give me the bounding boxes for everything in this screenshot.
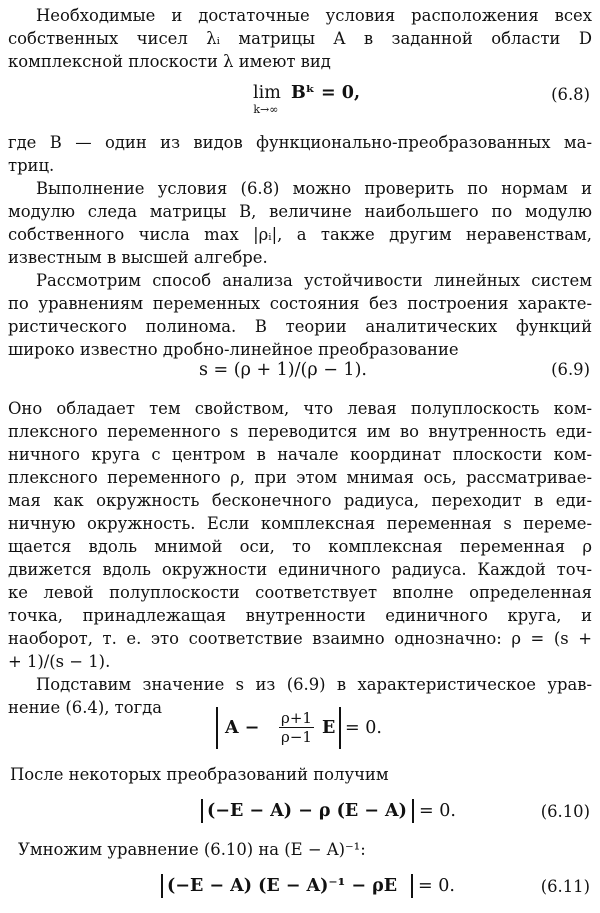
- char-eq-right: E: [322, 718, 336, 738]
- paragraph-5-line-3: ничного круга с центром в начале координат плоскости ком-: [8, 445, 592, 464]
- equation-6-11-body: (−E − A) (E − A)⁻¹ − ρE: [167, 876, 398, 896]
- paragraph-5-line-5: мая как окружность бесконечного радиуса, переходит в еди-: [8, 491, 592, 510]
- limit-operator: [253, 82, 281, 116]
- paragraph-6-line-1: Подставим значение s из (6.9) в характеристическое урав-: [36, 675, 592, 694]
- paragraph-5-line-12: + 1)/(s − 1).: [8, 652, 111, 671]
- determinant-bar-left: [216, 707, 218, 749]
- paragraph-2-line-2: триц.: [8, 156, 55, 175]
- char-eq-tail: = 0.: [345, 718, 382, 738]
- char-eq-fraction: [279, 709, 314, 746]
- equation-6-10-number: (6.10): [540, 802, 590, 821]
- paragraph-6-line-2: нение (6.4), тогда: [8, 698, 163, 717]
- paragraph-4-line-2: по уравнениям переменных состояния без построения характе-: [8, 294, 592, 313]
- paragraph-3-line-4: известным в высшей алгебре.: [8, 248, 268, 267]
- paragraph-5-line-4: плексного переменного ρ, при этом мнимая ось, рассматривае-: [8, 468, 592, 487]
- eq-6-10-bar-right: [412, 799, 414, 823]
- paragraph-5-line-7: щается вдоль мнимой оси, то комплексная переменная ρ: [8, 537, 592, 556]
- eq-6-10-bar-left: [201, 799, 203, 823]
- char-eq-left: A −: [225, 718, 260, 738]
- paragraph-5-line-8: движется вдоль окружности единичного радиуса. Каждой точ-: [8, 560, 592, 579]
- equation-6-8-number: (6.8): [551, 85, 590, 104]
- paragraph-1-line-3: комплексной плоскости λ имеют вид: [8, 52, 331, 71]
- paragraph-5-line-1: Оно обладает тем свойством, что левая полуплоскость ком-: [8, 399, 592, 418]
- paragraph-5-line-9: ке левой полуплоскости соответствует вполне определенная: [8, 583, 592, 602]
- equation-6-9-body: s = (ρ + 1)/(ρ − 1).: [199, 360, 367, 380]
- limit-label: lim: [253, 83, 281, 103]
- paragraph-3-line-1: Выполнение условия (6.8) можно проверить по нормам и: [36, 179, 592, 198]
- equation-6-10-body: (−E − A) − ρ (E − A): [207, 801, 407, 821]
- paragraph-3-line-2: модулю следа матрицы B, величине наибольшего по модулю: [8, 202, 592, 221]
- equation-6-8-body: Bᵏ = 0,: [291, 83, 361, 103]
- eq-6-11-bar-right: [411, 874, 413, 898]
- paragraph-4-line-1: Рассмотрим способ анализа устойчивости линейных систем: [36, 271, 592, 290]
- paragraph-5-line-10: точка, принадлежащая внутренности единичного круга, и: [8, 606, 592, 625]
- paragraph-5-line-6: ничную окружность. Если комплексная переменная s переме-: [8, 514, 592, 533]
- paragraph-2-line-1: где B — один из видов функционально-преобразованных ма-: [8, 133, 592, 152]
- paragraph-1-line-1: Необходимые и достаточные условия расположения всех: [36, 6, 592, 25]
- equation-6-11-tail: = 0.: [418, 876, 455, 896]
- paragraph-4-line-4: широко известно дробно-линейное преобразование: [8, 340, 459, 359]
- paragraph-7-line-1: После некоторых преобразований получим: [10, 765, 389, 784]
- paragraph-8-line-1: Умножим уравнение (6.10) на (E − A)⁻¹:: [18, 840, 366, 859]
- limit-subscript: k→∞: [253, 103, 279, 116]
- paragraph-5-line-11: наоборот, т. е. это соответствие взаимно однозначно: ρ = (s +: [8, 629, 592, 648]
- equation-6-10-tail: = 0.: [419, 801, 456, 821]
- paragraph-5-line-2: плексного переменного s переводится им во внутренность еди-: [8, 422, 592, 441]
- equation-6-11-number: (6.11): [540, 877, 590, 896]
- eq-6-11-bar-left: [161, 874, 163, 898]
- equation-6-9-number: (6.9): [551, 360, 590, 379]
- char-eq-denominator: ρ−1: [281, 728, 312, 746]
- determinant-bar-right: [339, 707, 341, 749]
- char-eq-numerator: ρ+1: [281, 709, 312, 727]
- paragraph-1-line-2: собственных чисел λᵢ матрицы A в заданной области D: [8, 29, 592, 48]
- paragraph-4-line-3: ристического полинома. В теории аналитических функций: [8, 317, 592, 336]
- paragraph-3-line-3: собственного числа max |ρᵢ|, а также другим неравенствам,: [8, 225, 592, 244]
